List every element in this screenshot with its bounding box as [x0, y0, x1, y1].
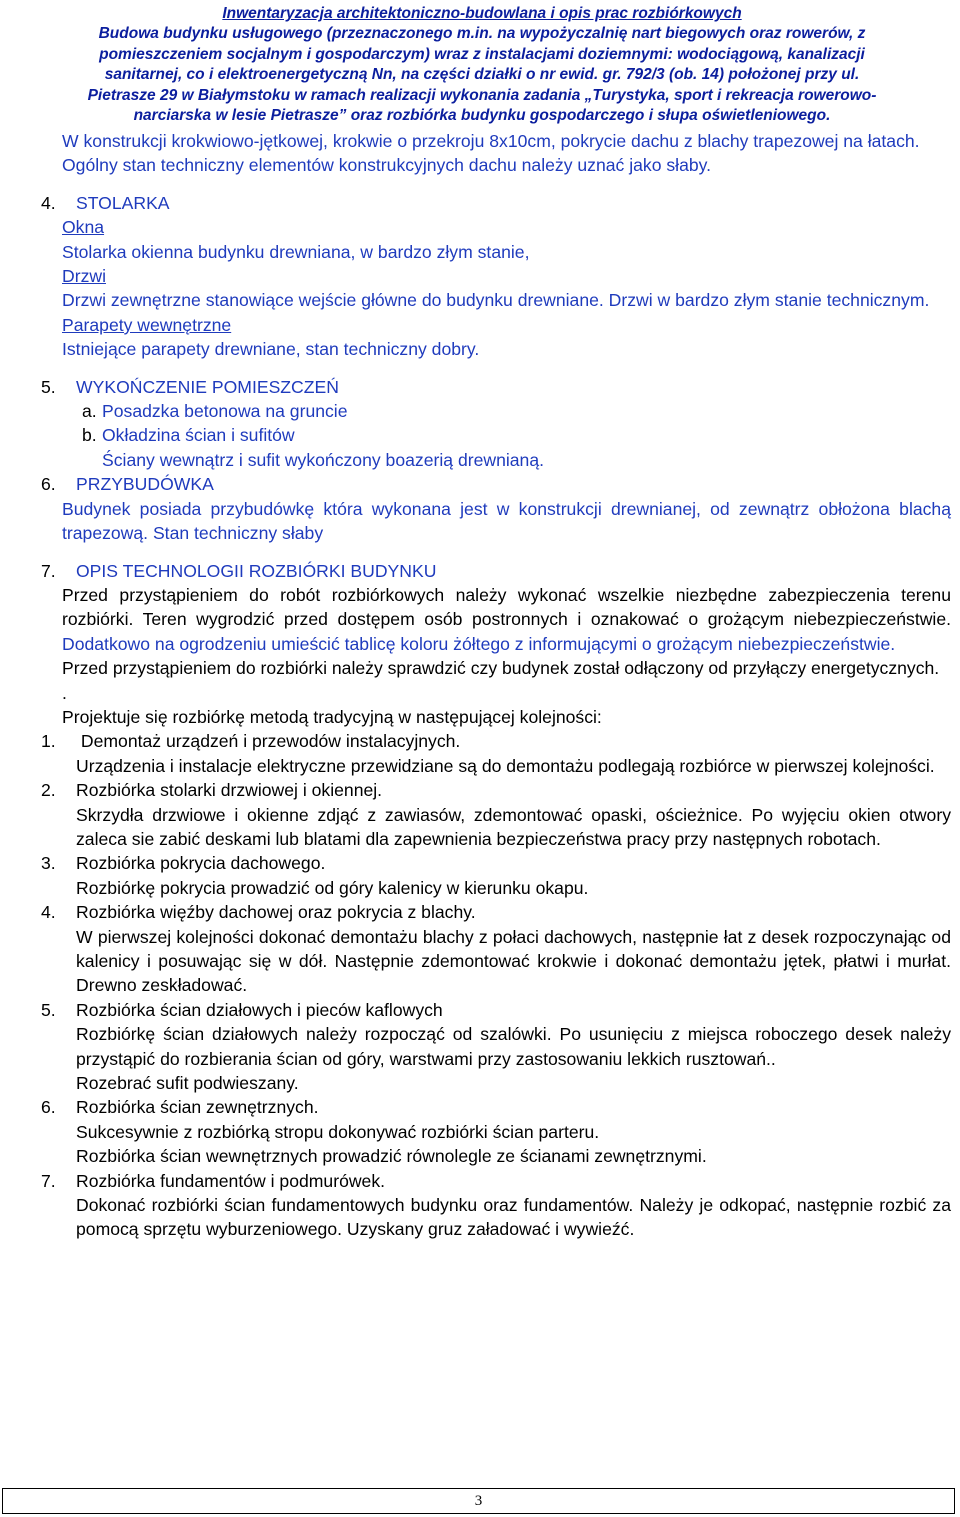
demolition-safety-text: [62, 583, 951, 656]
step-3: [41, 851, 951, 900]
document-body: [41, 129, 951, 1242]
section-number: 4.: [41, 192, 56, 213]
section-number: 5.: [41, 376, 56, 397]
step-number: 4.: [41, 902, 56, 923]
step-text: Rozebrać sufit podwieszany.: [76, 1073, 299, 1094]
extension-text: Budynek posiada przybudówkę która wykonana jest w konstrukcji drewnianej, od zewnątrz obłożona blachą trapezową. Stan techniczny słaby: [62, 498, 951, 544]
step-number: 3.: [41, 853, 56, 874]
step-number: 2.: [41, 780, 56, 801]
header-line: narciarska w lesie Pietrasze” oraz rozbiórka budynku gospodarczego i słupa oświetleniowego.: [133, 107, 831, 125]
section-title: OPIS TECHNOLOGII ROZBIÓRKI BUDYNKU: [76, 560, 437, 581]
demolition-steps: [41, 729, 951, 1242]
step-title: Demontaż urządzeń i przewodów instalacyjnych.: [80, 731, 461, 752]
step-text: Skrzydła drzwiowe i okienne zdjąć z zawiasów, zdemontować opaski, ościeżnice. Po wyjęciu okien otwory zaleca sie zabić deskami lub blatami dla zapewnienia bezpieczeństwa pracy przy następnych robotach.: [76, 804, 951, 849]
item-text: Posadzka betonowa na gruncie: [102, 401, 348, 422]
step-text: W pierwszej kolejności dokonać demontażu blachy z połaci dachowych, następnie łat z desek rozpoczynając od kalenicy i posuwając się w dół. Następnie zdemontować krokwie i dokonać demontażu jętek, płatwi i murłat. Drewno zeskładować.: [76, 926, 951, 996]
sign-text: Dodatkowo na ogrodzeniu umieścić tablicę koloru żółtego z informującymi o grożącym niebezpieczeństwie.: [62, 633, 896, 654]
header-line: Budowa budynku usługowego (przeznaczonego m.in. na wypożyczalnię nart biegowych oraz rowerów, z: [98, 25, 866, 43]
step-5: [41, 998, 951, 1096]
step-title: Rozbiórka ścian działowych i pieców kaflowych: [76, 999, 443, 1020]
step-number: 6.: [41, 1097, 56, 1118]
doors-text-value: Drzwi zewnętrzne stanowiące wejście główne do budynku drewniane. Drzwi w bardzo złym stanie technicznym.: [62, 290, 930, 311]
order-intro: Projektuje się rozbiórkę metodą tradycyjną w następującej kolejności:: [62, 706, 602, 727]
step-number: 7.: [41, 1170, 56, 1191]
page-number: 3: [474, 1493, 483, 1509]
section-title: WYKOŃCZENIE POMIESZCZEŃ: [76, 376, 339, 397]
section-6: [41, 472, 951, 496]
page-footer: [2, 1488, 955, 1514]
step-title: Rozbiórka pokrycia dachowego.: [76, 853, 326, 874]
step-2: [41, 778, 951, 851]
step-number: 1.: [41, 731, 56, 752]
roof-condition-text: Ogólny stan techniczny elementów konstrukcyjnych dachu należy uznać jako słaby.: [62, 155, 712, 176]
step-text: Rozbiórkę ścian działowych należy rozpocząć od szalówki. Po usunięciu z miejsca roboczego desek należy przystąpić do rozbierania ścian od góry, warstwami przy zastosowaniu lekkich rusztowań..: [76, 1024, 951, 1069]
step-title: Rozbiórka więźby dachowej oraz pokrycia z blachy.: [76, 902, 476, 923]
step-text: Rozbiórka ścian wewnętrznych prowadzić równolegle ze ścianami zewnętrznymi.: [76, 1146, 707, 1167]
step-text: Urządzenia i instalacje elektryczne przewidziane są do demontażu podlegają rozbiórce w pierwszej kolejności.: [76, 755, 935, 776]
header-line: Pietrasze 29 w Białymstoku w ramach realizacji wykonania zadania „Turystyka, sport i rekreacja rowerowo-: [87, 86, 877, 104]
windows-label: Okna: [62, 217, 105, 238]
step-title: Rozbiórka fundamentów i podmurówek.: [76, 1170, 386, 1191]
step-text: Rozbiórkę pokrycia prowadzić od góry kalenicy w kierunku okapu.: [76, 877, 589, 898]
step-1: [41, 729, 951, 778]
step-title: Rozbiórka ścian zewnętrznych.: [76, 1097, 319, 1118]
item-text: Okładzina ścian i sufitów: [102, 425, 295, 446]
item-letter: a.: [82, 401, 97, 422]
finish-item-a: [62, 399, 951, 423]
windows-text: Stolarka okienna budynku drewniana, w bardzo złym stanie,: [62, 241, 530, 262]
sills-label: Parapety wewnętrzne: [62, 314, 232, 335]
doors-label: Drzwi: [62, 266, 106, 287]
section-title: PRZYBUDÓWKA: [76, 474, 214, 495]
roof-construction-text: W konstrukcji krokwiowo-jętkowej, krokwie o przekroju 8x10cm, pokrycie dachu z blachy trapezowej na łatach.: [62, 131, 920, 151]
step-title: Rozbiórka stolarki drzwiowej i okiennej.: [76, 780, 383, 801]
header-line: sanitarnej, co i elektroenergetyczną Nn, na części działki o nr ewid. gr. 792/3 (ob. 14) położonej przy ul.: [104, 66, 860, 84]
disconnect-text: Przed przystąpieniem do rozbiórki należy sprawdzić czy budynek został odłączony od przyłączy energetycznych.: [62, 658, 940, 679]
dot-line: .: [62, 682, 67, 703]
section-5: [41, 375, 951, 399]
section-number: 6.: [41, 474, 56, 495]
step-4: [41, 900, 951, 998]
document-header: [40, 4, 924, 126]
finish-item-b: [62, 423, 951, 447]
safety-text: Przed przystąpieniem do robót rozbiórkowych należy wykonać wszelkie niezbędne zabezpieczenia terenu rozbiórki. Teren wygrodzić przed dostępem osób postronnych i oznakować o grożącym niebezpieczeństwie.: [62, 584, 951, 630]
step-text: Sukcesywnie z rozbiórką stropu dokonywać rozbiórki ścian parteru.: [76, 1121, 600, 1142]
item-letter: b.: [82, 425, 97, 446]
section-4: [41, 191, 951, 215]
section-number: 7.: [41, 560, 56, 581]
section-title: STOLARKA: [76, 192, 170, 213]
finish-detail: Ściany wewnątrz i sufit wykończony boazerią drewnianą.: [102, 449, 545, 470]
sills-text: Istniejące parapety drewniane, stan techniczny dobry.: [62, 339, 480, 360]
header-line: pomieszczeniem socjalnym i gospodarczym) wraz z instalacjami doziemnymi: wodociągową, kanalizacji: [99, 45, 865, 63]
step-text: Dokonać rozbiórki ścian fundamentowych budynku oraz fundamentów. Należy je odkopać, następnie rozbić za pomocą sprzętu wyburzeniowego. Uzyskany gruz załadować i wywieźć.: [76, 1195, 951, 1240]
step-6: [41, 1095, 951, 1168]
header-title: Inwentaryzacja architektoniczno-budowlana i opis prac rozbiórkowych: [222, 5, 742, 22]
step-7: [41, 1169, 951, 1242]
doors-text: [62, 288, 951, 312]
step-number: 5.: [41, 999, 56, 1020]
section-7: [41, 559, 951, 583]
